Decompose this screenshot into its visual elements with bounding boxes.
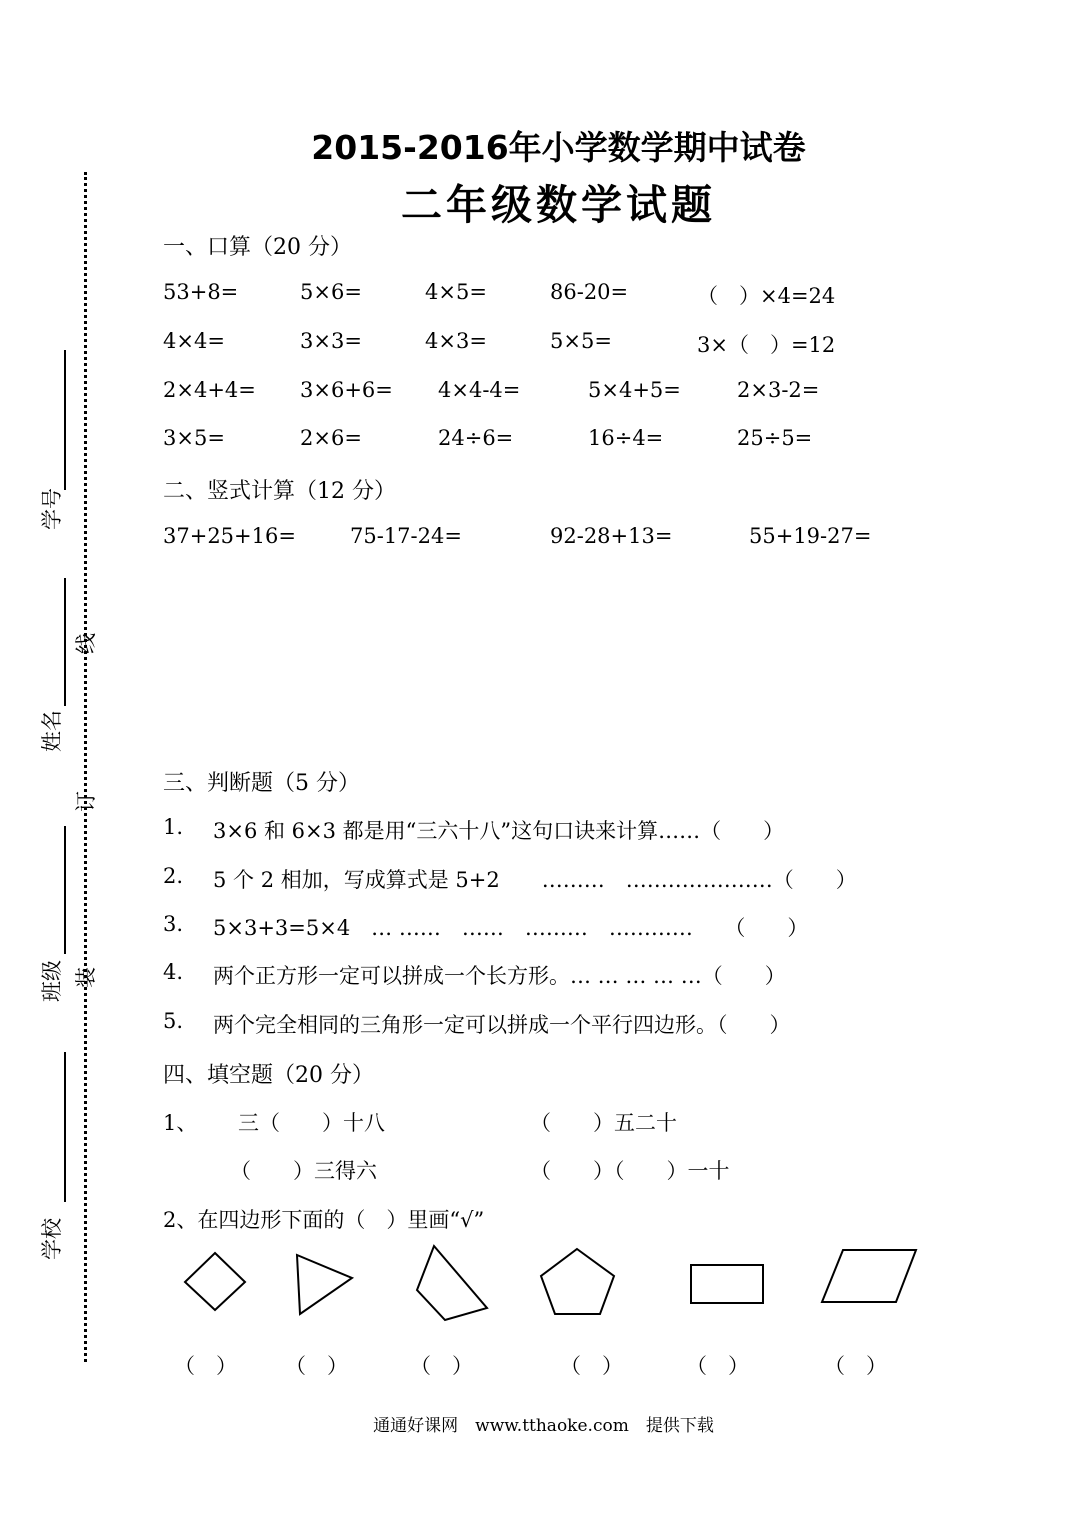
judge-num: 5. [163, 1009, 184, 1033]
parallelogram-shape [822, 1250, 916, 1302]
oral-item: 4×4-4= [438, 378, 521, 402]
vertical-calc-item: 75-17-24= [350, 524, 462, 548]
vertical-calc-item: 37+25+16= [163, 524, 296, 548]
judge-item: 5 个 2 相加，写成算式是 5+2 ……… …………………（ ） [213, 868, 857, 892]
vertical-calc-item: 55+19-27= [749, 524, 872, 548]
oral-item: （ ）×4=24 [697, 284, 836, 308]
label-xuexiao: 学校 [40, 1218, 64, 1260]
section4-heading: 四、填空题（20 分） [163, 1063, 374, 1088]
fill-blank-item: （ ）五二十 [530, 1111, 677, 1135]
label-xuehao: 学号 [40, 488, 64, 530]
judge-item: 两个完全相同的三角形一定可以拼成一个平行四边形。（ ） [213, 1013, 791, 1037]
oral-item: 3×3= [300, 329, 362, 353]
fill-blank-item: （ ）三得六 [230, 1159, 377, 1183]
pentagon-shape [541, 1249, 614, 1314]
label-zhuang: 装 [74, 967, 98, 988]
oral-item: 53+8= [163, 280, 239, 304]
answer-blank[interactable]: （ ） [686, 1354, 749, 1378]
answer-blank[interactable]: （ ） [824, 1354, 887, 1378]
label-banji: 班级 [40, 960, 64, 1002]
label-xingming: 姓名 [40, 710, 64, 752]
exam-title: 2015-2016年小学数学期中试卷 [311, 128, 806, 167]
vertical-calc-item: 92-28+13= [550, 524, 673, 548]
oral-item: 3×（ ）=12 [697, 333, 836, 357]
oral-item: 5×6= [300, 280, 362, 304]
judge-num: 1. [163, 815, 184, 839]
fill-q2: 2、在四边形下面的（ ）里画“√” [163, 1208, 485, 1232]
oral-item: 5×5= [550, 329, 612, 353]
judge-num: 2. [163, 864, 184, 888]
judge-item: 5×3+3=5×4 … …… …… ……… ………… （ ） [213, 916, 809, 940]
triangle-shape [297, 1255, 352, 1314]
diamond-shape [185, 1253, 245, 1310]
judge-item: 3×6 和 6×3 都是用“三六十八”这句口诀来计算……（ ） [213, 819, 785, 843]
oral-item: 86-20= [550, 280, 629, 304]
fill-blank-item: 三（ ）十八 [238, 1111, 385, 1135]
judge-item: 两个正方形一定可以拼成一个长方形。… … … … …（ ） [213, 964, 786, 988]
trapezoid-shape [417, 1246, 487, 1320]
oral-item: 4×3= [425, 329, 487, 353]
oral-item: 5×4+5= [588, 378, 681, 402]
rectangle-shape [691, 1265, 763, 1303]
section2-heading: 二、竖式计算（12 分） [163, 479, 396, 504]
judge-num: 3. [163, 912, 184, 936]
section3-heading: 三、判断题（5 分） [163, 771, 360, 796]
fill-blank-item: （ ）（ ）一十 [530, 1159, 730, 1183]
fill-q1-num: 1、 [163, 1111, 198, 1135]
oral-item: 2×4+4= [163, 378, 256, 402]
judge-num: 4. [163, 960, 184, 984]
answer-blank[interactable]: （ ） [174, 1354, 237, 1378]
section1-heading: 一、口算（20 分） [163, 235, 352, 260]
label-xian: 线 [74, 633, 98, 654]
label-ding: 订 [74, 791, 98, 812]
oral-item: 24÷6= [438, 426, 514, 450]
oral-item: 25÷5= [737, 426, 813, 450]
oral-item: 2×3-2= [737, 378, 820, 402]
answer-blank[interactable]: （ ） [285, 1354, 348, 1378]
exam-subtitle: 二年级数学试题 [401, 181, 716, 229]
oral-item: 4×5= [425, 280, 487, 304]
answer-blank[interactable]: （ ） [410, 1354, 473, 1378]
oral-item: 3×5= [163, 426, 225, 450]
oral-item: 2×6= [300, 426, 362, 450]
oral-item: 3×6+6= [300, 378, 393, 402]
oral-item: 4×4= [163, 329, 225, 353]
oral-item: 16÷4= [588, 426, 664, 450]
footer-credit: 通通好课网 www.tthaoke.com 提供下载 [373, 1416, 714, 1436]
answer-blank[interactable]: （ ） [560, 1354, 623, 1378]
